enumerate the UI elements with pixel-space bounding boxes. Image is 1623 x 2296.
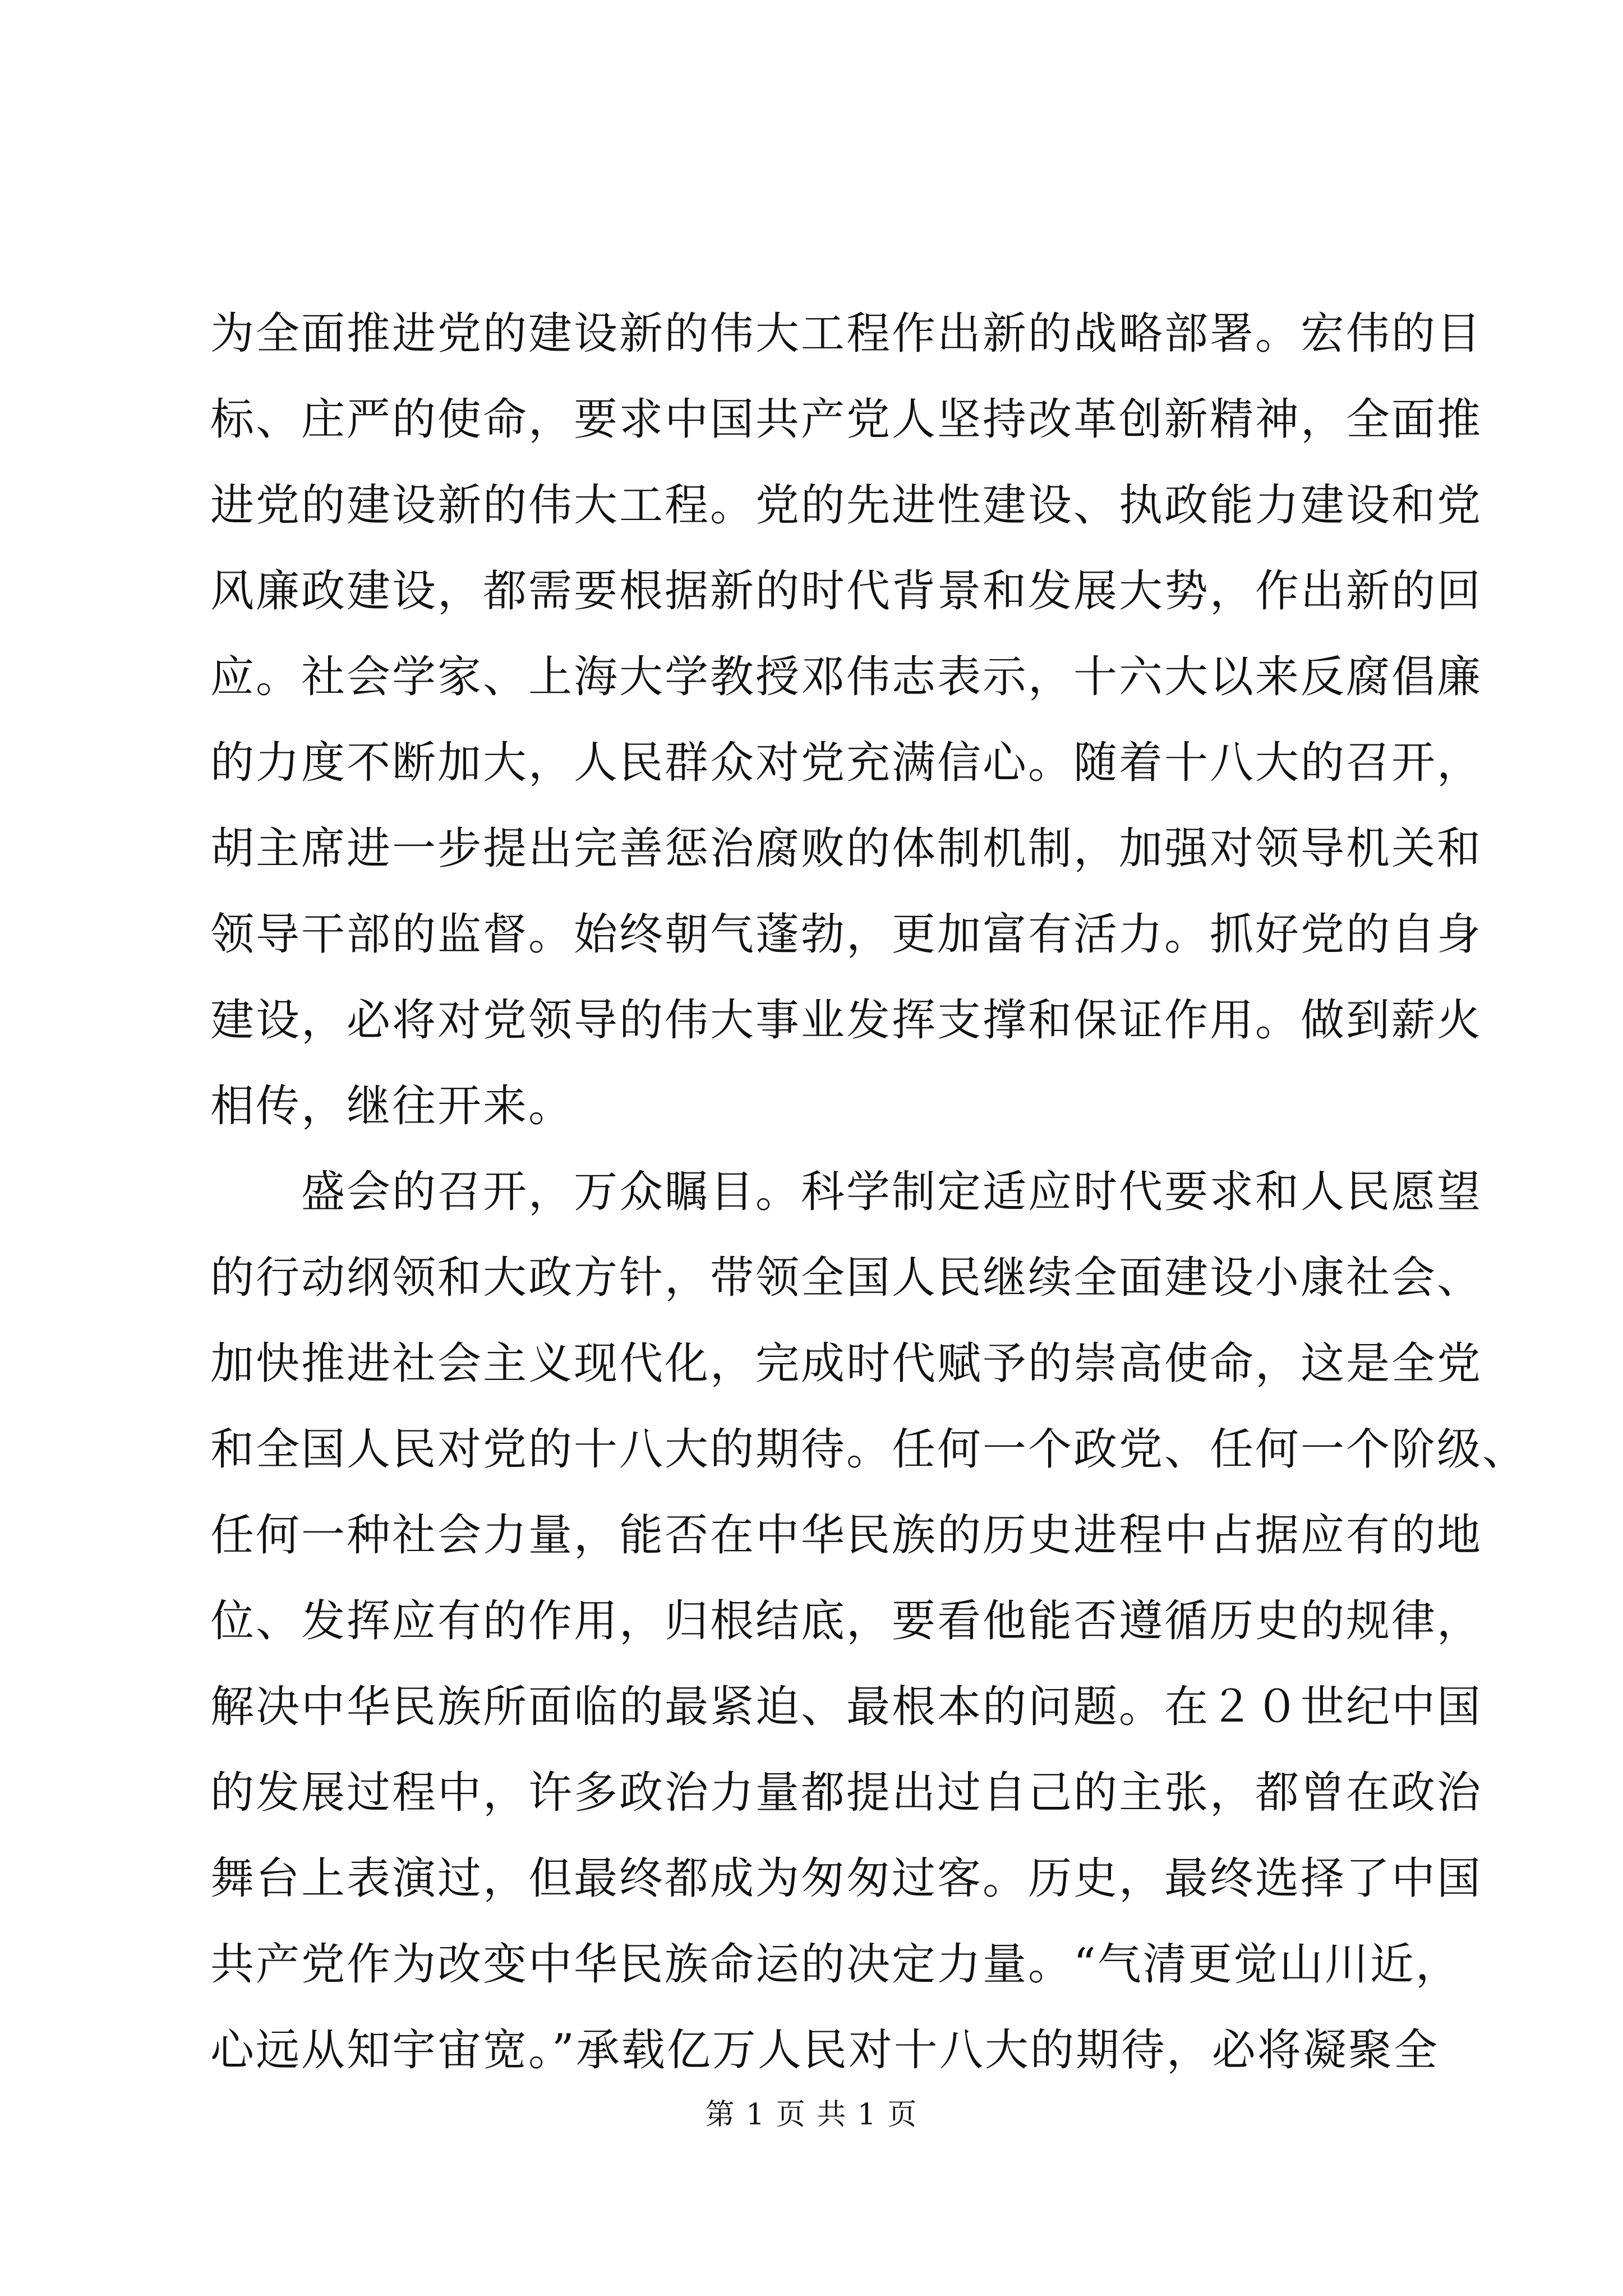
text-line-5: 应。社会学家、上海大学教授邓伟志表示，十六大以来反腐倡廉 [210, 652, 1483, 702]
text-line-7: 胡主席进一步提出完善惩治腐败的体制机制，加强对领导机关和 [210, 823, 1483, 874]
text-line-13: 加快推进社会主义现代化，完成时代赋予的崇高使命，这是全党 [210, 1338, 1483, 1389]
text-line-6: 的力度不断加大，人民群众对党充满信心。随着十八大的召开， [210, 738, 1483, 788]
text-line-14: 和全国人民对党的十八大的期待。任何一个政党、任何一个阶级、 [210, 1424, 1528, 1475]
text-line-12: 的行动纲领和大政方针，带领全国人民继续全面建设小康社会、 [210, 1253, 1483, 1303]
text-line-17: 解决中华民族所面临的最紧迫、最根本的问题。在２０世纪中国 [210, 1682, 1483, 1732]
text-line-15: 任何一种社会力量，能否在中华民族的历史进程中占据应有的地 [210, 1510, 1483, 1561]
text-line-18: 的发展过程中，许多政治力量都提出过自己的主张，都曾在政治 [210, 1768, 1483, 1818]
text-line-4: 风廉政建设，都需要根据新的时代背景和发展大势，作出新的回 [210, 566, 1483, 616]
text-line-11: 盛会的召开，万众瞩目。科学制定适应时代要求和人民愿望 [210, 1167, 1483, 1217]
text-line-9: 建设，必将对党领导的伟大事业发挥支撑和保证作用。做到薪火 [210, 995, 1483, 1046]
text-line-8: 领导干部的监督。始终朝气蓬勃，更加富有活力。抓好党的自身 [210, 909, 1483, 960]
text-line-16: 位、发挥应有的作用，归根结底，要看他能否遵循历史的规律， [210, 1596, 1483, 1646]
text-line-10: 相传，继往开来。 [210, 1081, 574, 1131]
text-line-3: 进党的建设新的伟大工程。党的先进性建设、执政能力建设和党 [210, 480, 1483, 531]
text-line-21: 心远从知宇宙宽。”承载亿万人民对十八大的期待，必将凝聚全 [210, 2025, 1439, 2076]
text-line-1: 为全面推进党的建设新的伟大工程作出新的战略部署。宏伟的目 [210, 309, 1483, 359]
text-line-2: 标、庄严的使命，要求中国共产党人坚持改革创新精神，全面推 [210, 394, 1483, 445]
page-number-footer: 第 1 页 共 1 页 [705, 2098, 918, 2132]
text-line-19: 舞台上表演过，但最终都成为匆匆过客。历史，最终选择了中国 [210, 1853, 1483, 1904]
text-line-20: 共产党作为改变中华民族命运的决定力量。“气清更觉山川近， [210, 1939, 1461, 1990]
